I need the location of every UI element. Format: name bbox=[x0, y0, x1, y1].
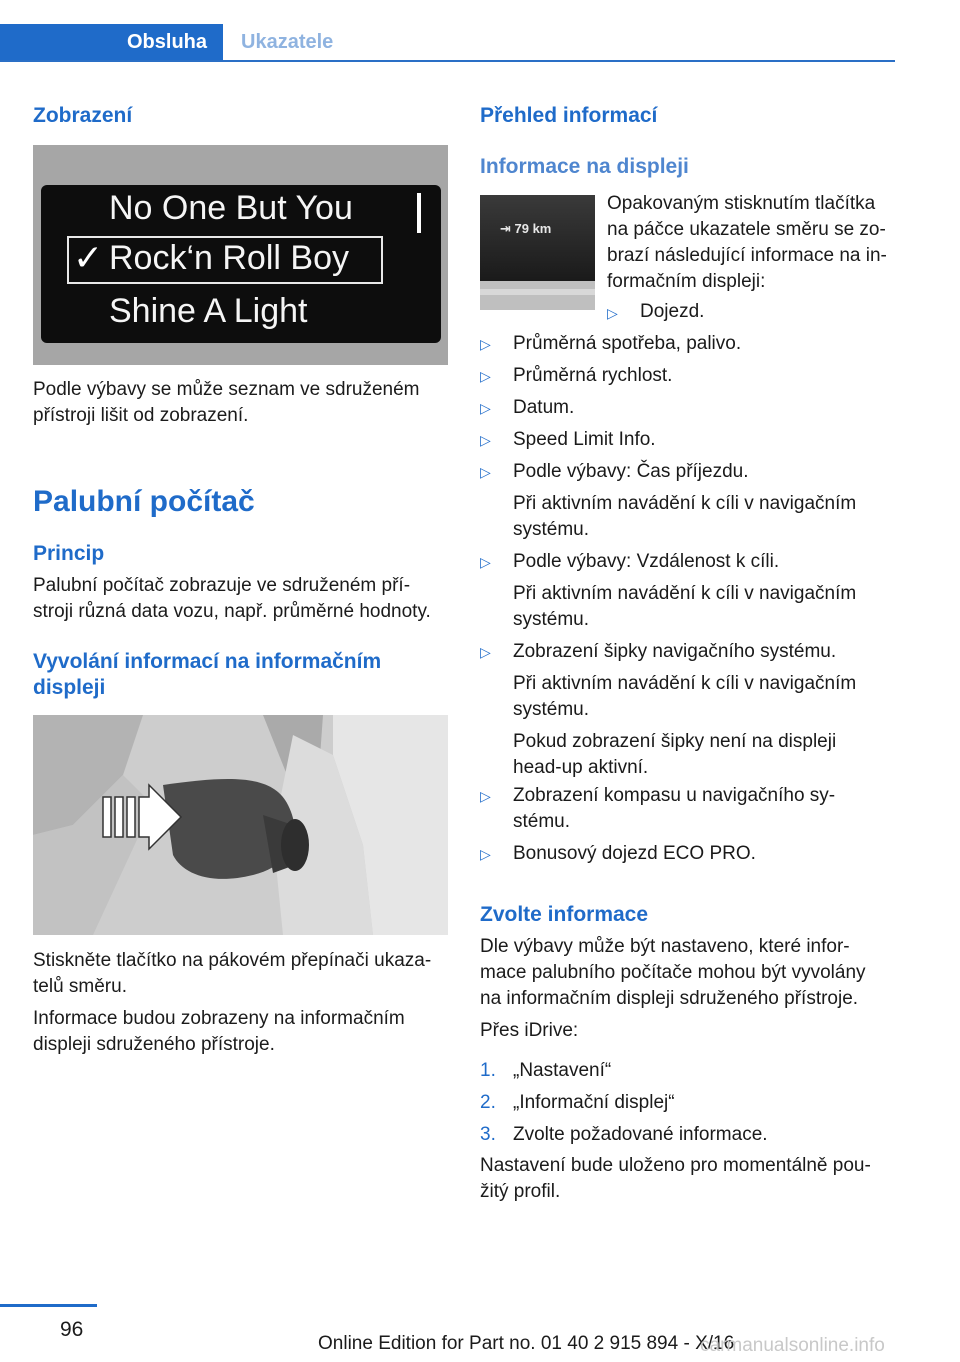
list-item-note: Při aktivním navádění k cíli v navigačním bbox=[513, 673, 857, 694]
step-text: Zvolte požadované informace. bbox=[513, 1124, 768, 1145]
list-item-note: head-up aktivní. bbox=[513, 757, 649, 778]
princip-heading: Princip bbox=[33, 542, 105, 565]
list-item-text: Dojezd. bbox=[640, 301, 705, 322]
list-item-note: systému. bbox=[513, 519, 590, 540]
section-title: Palubní počítač bbox=[33, 485, 255, 518]
mini-display-range: ⇥ 79 km bbox=[500, 221, 552, 236]
zvolte-heading: Zvolte informace bbox=[480, 903, 649, 926]
zobrazeni-heading: Zobrazení bbox=[33, 104, 133, 127]
zobrazeni-text-2: přístroji lišit od zobrazení. bbox=[33, 405, 249, 426]
princip-text-1: Palubní počítač zobrazuje ve sdruženém pří‐ bbox=[33, 575, 411, 596]
list-item-note: stému. bbox=[513, 811, 571, 832]
press-text-2: telů směru. bbox=[33, 976, 127, 997]
step-number: 3. bbox=[480, 1124, 496, 1145]
shown-text-2: displeji sdruženého přístroje. bbox=[33, 1034, 275, 1055]
mini-display-stripe bbox=[480, 289, 595, 295]
vyvolani-heading-2: displeji bbox=[33, 676, 106, 699]
triangle-bullet-icon: ▷ bbox=[480, 464, 491, 480]
list-item bbox=[607, 299, 895, 325]
scrollbar-indicator bbox=[417, 193, 421, 233]
zvolte-line-2: mace palubního počítače mohou být vyvolány bbox=[480, 962, 866, 983]
princip-text-2: stroji různá data vozu, např. průměrné hodnoty. bbox=[33, 601, 431, 622]
turn-signal-lever-figure bbox=[33, 715, 448, 935]
checkmark-icon: ✓ bbox=[73, 237, 104, 278]
idrive-label: Přes iDrive: bbox=[480, 1020, 579, 1041]
list-item-text: Podle výbavy: Vzdálenost k cíli. bbox=[513, 551, 780, 572]
closing-text-2: žitý profil. bbox=[480, 1181, 561, 1202]
intro-line-3: brazí následující informace na in‐ bbox=[607, 245, 887, 266]
list-item-text: Podle výbavy: Čas příjezdu. bbox=[513, 461, 749, 482]
edition-note: Online Edition for Part no. 01 40 2 915 894 - X/16 bbox=[318, 1333, 735, 1354]
step-text: „Informační displej“ bbox=[513, 1092, 675, 1113]
vyvolani-heading-1: Vyvolání informací na informačním bbox=[33, 650, 382, 673]
header-tabbar bbox=[0, 24, 895, 62]
zobrazeni-text-1: Podle výbavy se může seznam ve sdruženém bbox=[33, 379, 420, 400]
step-number: 2. bbox=[480, 1092, 496, 1113]
tab-ukazatele[interactable]: Ukazatele bbox=[241, 30, 334, 53]
list-item-text: Bonusový dojezd ECO PRO. bbox=[513, 843, 756, 864]
triangle-bullet-icon: ▷ bbox=[480, 644, 491, 660]
press-text-1: Stiskněte tlačítko na pákovém přepínači ukaza‐ bbox=[33, 950, 432, 971]
list-item-text: Průměrná rychlost. bbox=[513, 365, 673, 386]
list-item-note: systému. bbox=[513, 699, 590, 720]
list-item-note: Při aktivním navádění k cíli v navigačním bbox=[513, 583, 857, 604]
display-row-1: No One But You bbox=[109, 189, 353, 227]
step-number: 1. bbox=[480, 1060, 496, 1081]
mini-display-screen bbox=[480, 195, 595, 281]
list-item-text: Zobrazení šipky navigačního systému. bbox=[513, 641, 837, 662]
watermark: carmanualsonline.info bbox=[700, 1335, 885, 1356]
mini-display-figure bbox=[480, 195, 595, 310]
lever-illustration bbox=[33, 715, 448, 935]
triangle-bullet-icon: ▷ bbox=[480, 846, 491, 862]
list-item-note: Pokud zobrazení šipky není na displeji bbox=[513, 731, 837, 752]
intro-line-1: Opakovaným stisknutím tlačítka bbox=[607, 193, 876, 214]
tab-obsluha[interactable]: Obsluha bbox=[0, 24, 223, 60]
triangle-bullet-icon: ▷ bbox=[480, 788, 491, 804]
display-list-figure bbox=[33, 145, 448, 365]
list-item-text: Datum. bbox=[513, 397, 575, 418]
footer-rule bbox=[0, 1304, 97, 1307]
page-number: 96 bbox=[60, 1318, 84, 1341]
closing-text-1: Nastavení bude uloženo pro momentálně pou‐ bbox=[480, 1155, 871, 1176]
list-item-text: Průměrná spotřeba, palivo. bbox=[513, 333, 742, 354]
shown-text-1: Informace budou zobrazeny na informačním bbox=[33, 1008, 405, 1029]
list-item-note: Při aktivním navádění k cíli v navigačním bbox=[513, 493, 857, 514]
step-text: „Nastavení“ bbox=[513, 1060, 612, 1081]
prehled-heading: Přehled informací bbox=[480, 104, 658, 127]
triangle-bullet-icon: ▷ bbox=[480, 368, 491, 384]
triangle-bullet-icon: ▷ bbox=[480, 400, 491, 416]
triangle-bullet-icon: ▷ bbox=[480, 554, 491, 570]
intro-line-4: formačním displeji: bbox=[607, 271, 766, 292]
displej-heading: Informace na displeji bbox=[480, 155, 689, 178]
display-row-3: Shine A Light bbox=[109, 292, 308, 330]
zvolte-line-3: na informačním displeji sdruženého přístroje. bbox=[480, 988, 859, 1009]
triangle-bullet-icon: ▷ bbox=[480, 336, 491, 352]
triangle-bullet-icon: ▷ bbox=[480, 432, 491, 448]
zvolte-line-1: Dle výbavy může být nastaveno, které infor‐ bbox=[480, 936, 850, 957]
list-item-text: Zobrazení kompasu u navigačního sy‐ bbox=[513, 785, 836, 806]
list-item-note: systému. bbox=[513, 609, 590, 630]
intro-line-2: na páčce ukazatele směru se zo‐ bbox=[607, 219, 886, 240]
display-row-2: Rock‘n Roll Boy bbox=[109, 239, 349, 277]
list-item-text: Speed Limit Info. bbox=[513, 429, 656, 450]
triangle-bullet-icon: ▷ bbox=[607, 305, 618, 321]
